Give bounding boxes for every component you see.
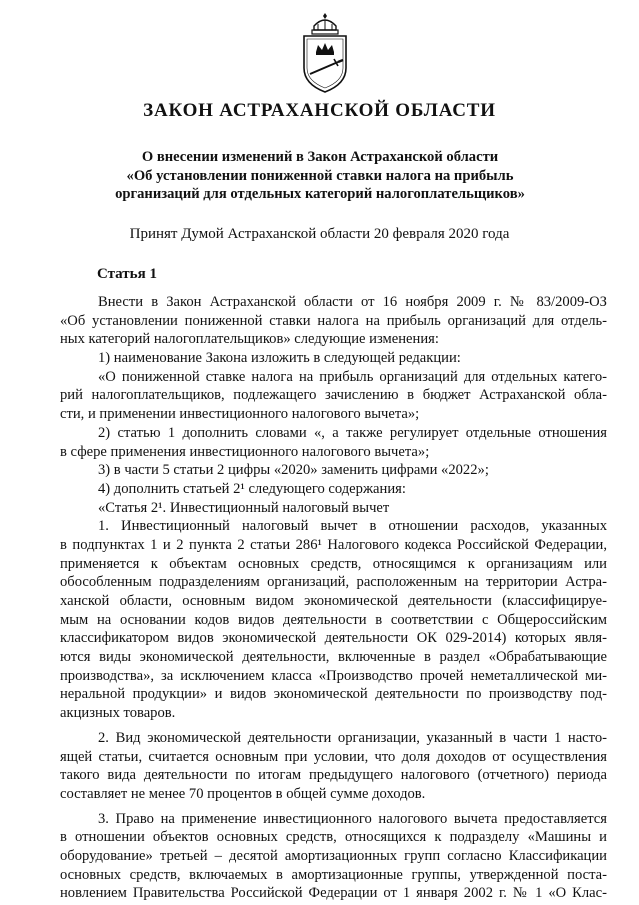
text-line: в отношении объектов основных средств, относящихся к подразделу «Машины и bbox=[60, 829, 607, 846]
text-line: 1. Инвестиционный налоговый вычет в отношении расходов, указанных bbox=[98, 518, 607, 535]
law-title: ЗАКОН АСТРАХАНСКОЙ ОБЛАСТИ bbox=[143, 100, 496, 121]
text-line: «Статья 2¹. Инвестиционный налоговый вычет bbox=[98, 499, 390, 516]
text-line: мым на основании кодов видов деятельности в соответствии с Общероссийским bbox=[60, 611, 607, 628]
adoption-note: Принят Думой Астраханской области 20 февраля 2020 года bbox=[129, 226, 510, 242]
text-line: производства», за исключением класса «Производство прочей неметаллической ми- bbox=[60, 667, 607, 684]
text-line: «Об установлении пониженной ставки налога на прибыль организаций для отдель- bbox=[60, 312, 607, 329]
text-line: оборудование» третьей – десятой амортизационных групп согласно Классификации bbox=[60, 847, 607, 864]
text-line: обособленным подразделениям организаций, расположенным на территории Астра- bbox=[60, 574, 607, 591]
text-line: составляет не менее 70 процентов в общей сумме доходов. bbox=[60, 785, 426, 802]
text-line: 2. Вид экономической деятельности организации, указанный в части 1 насто- bbox=[98, 729, 607, 746]
text-line: классификатором видов экономической деятельности ОК 029-2014) которых явля- bbox=[60, 630, 607, 647]
text-line: ных категорий налогоплательщиков» следующие изменения: bbox=[60, 331, 439, 348]
law-subtitle bbox=[60, 148, 580, 204]
text-line: неральной продукции» и видов экономической деятельности по производству под- bbox=[60, 686, 607, 703]
text-line: применяется к объектам основных средств, относящимся к организациям или bbox=[60, 555, 607, 572]
text-line: акцизных товаров. bbox=[60, 705, 176, 722]
text-line: в сфере применения инвестиционного налогового вычета»; bbox=[60, 443, 430, 460]
text-line: 3) в части 5 статьи 2 цифры «2020» заменить цифрами «2022»; bbox=[98, 462, 489, 479]
text-line: «О пониженной ставке налога на прибыль организаций для отдельных катего- bbox=[98, 368, 607, 385]
subtitle-line: организаций для отдельных категорий налогоплательщиков» bbox=[115, 186, 525, 203]
text-line: такого вида деятельности по итогам предыдущего налогового (отчетного) периода bbox=[60, 767, 607, 784]
subtitle-line: «Об установлении пониженной ставки налога на прибыль bbox=[126, 167, 514, 184]
text-line: ханской области, основным видом экономической деятельности (классифицируе- bbox=[60, 593, 607, 609]
subtitle-line: О внесении изменений в Закон Астраханской области bbox=[141, 149, 499, 165]
text-line: 2) статью 1 дополнить словами «, а также регулирует отдельные отношения bbox=[98, 424, 607, 441]
article-heading: Статья 1 bbox=[97, 266, 157, 282]
text-line: основных средств, включаемых в амортизационные группы, утвержденной поста- bbox=[60, 866, 607, 883]
article-body bbox=[60, 293, 607, 903]
text-line: Внести в Закон Астраханской области от 16 ноября 2009 г. № 83/2009-ОЗ bbox=[98, 294, 607, 310]
text-line: рий налогоплательщиков, подлежащего зачислению в бюджет Астраханской обла- bbox=[60, 387, 607, 404]
text-line: новлением Правительства Российской Федерации от 1 января 2002 г. № 1 «О Клас- bbox=[60, 885, 607, 902]
text-line: сти, и применении инвестиционного налогового вычета»; bbox=[60, 406, 420, 423]
coat-of-arms-emblem bbox=[298, 12, 352, 94]
text-line: в подпунктах 1 и 2 пункта 2 статьи 286¹ Налогового кодекса Российской Федерации, bbox=[60, 536, 607, 553]
text-line: 3. Право на применение инвестиционного налогового вычета предоставляется bbox=[98, 810, 607, 827]
text-line: ящей статьи, считается основным при условии, что доля доходов от осуществления bbox=[60, 748, 607, 765]
text-line: ются виды экономической деятельности, включенные в раздел «Обрабатывающие bbox=[60, 649, 607, 666]
text-line: 1) наименование Закона изложить в следующей редакции: bbox=[98, 350, 461, 367]
text-line: 4) дополнить статьей 2¹ следующего содержания: bbox=[98, 480, 406, 497]
